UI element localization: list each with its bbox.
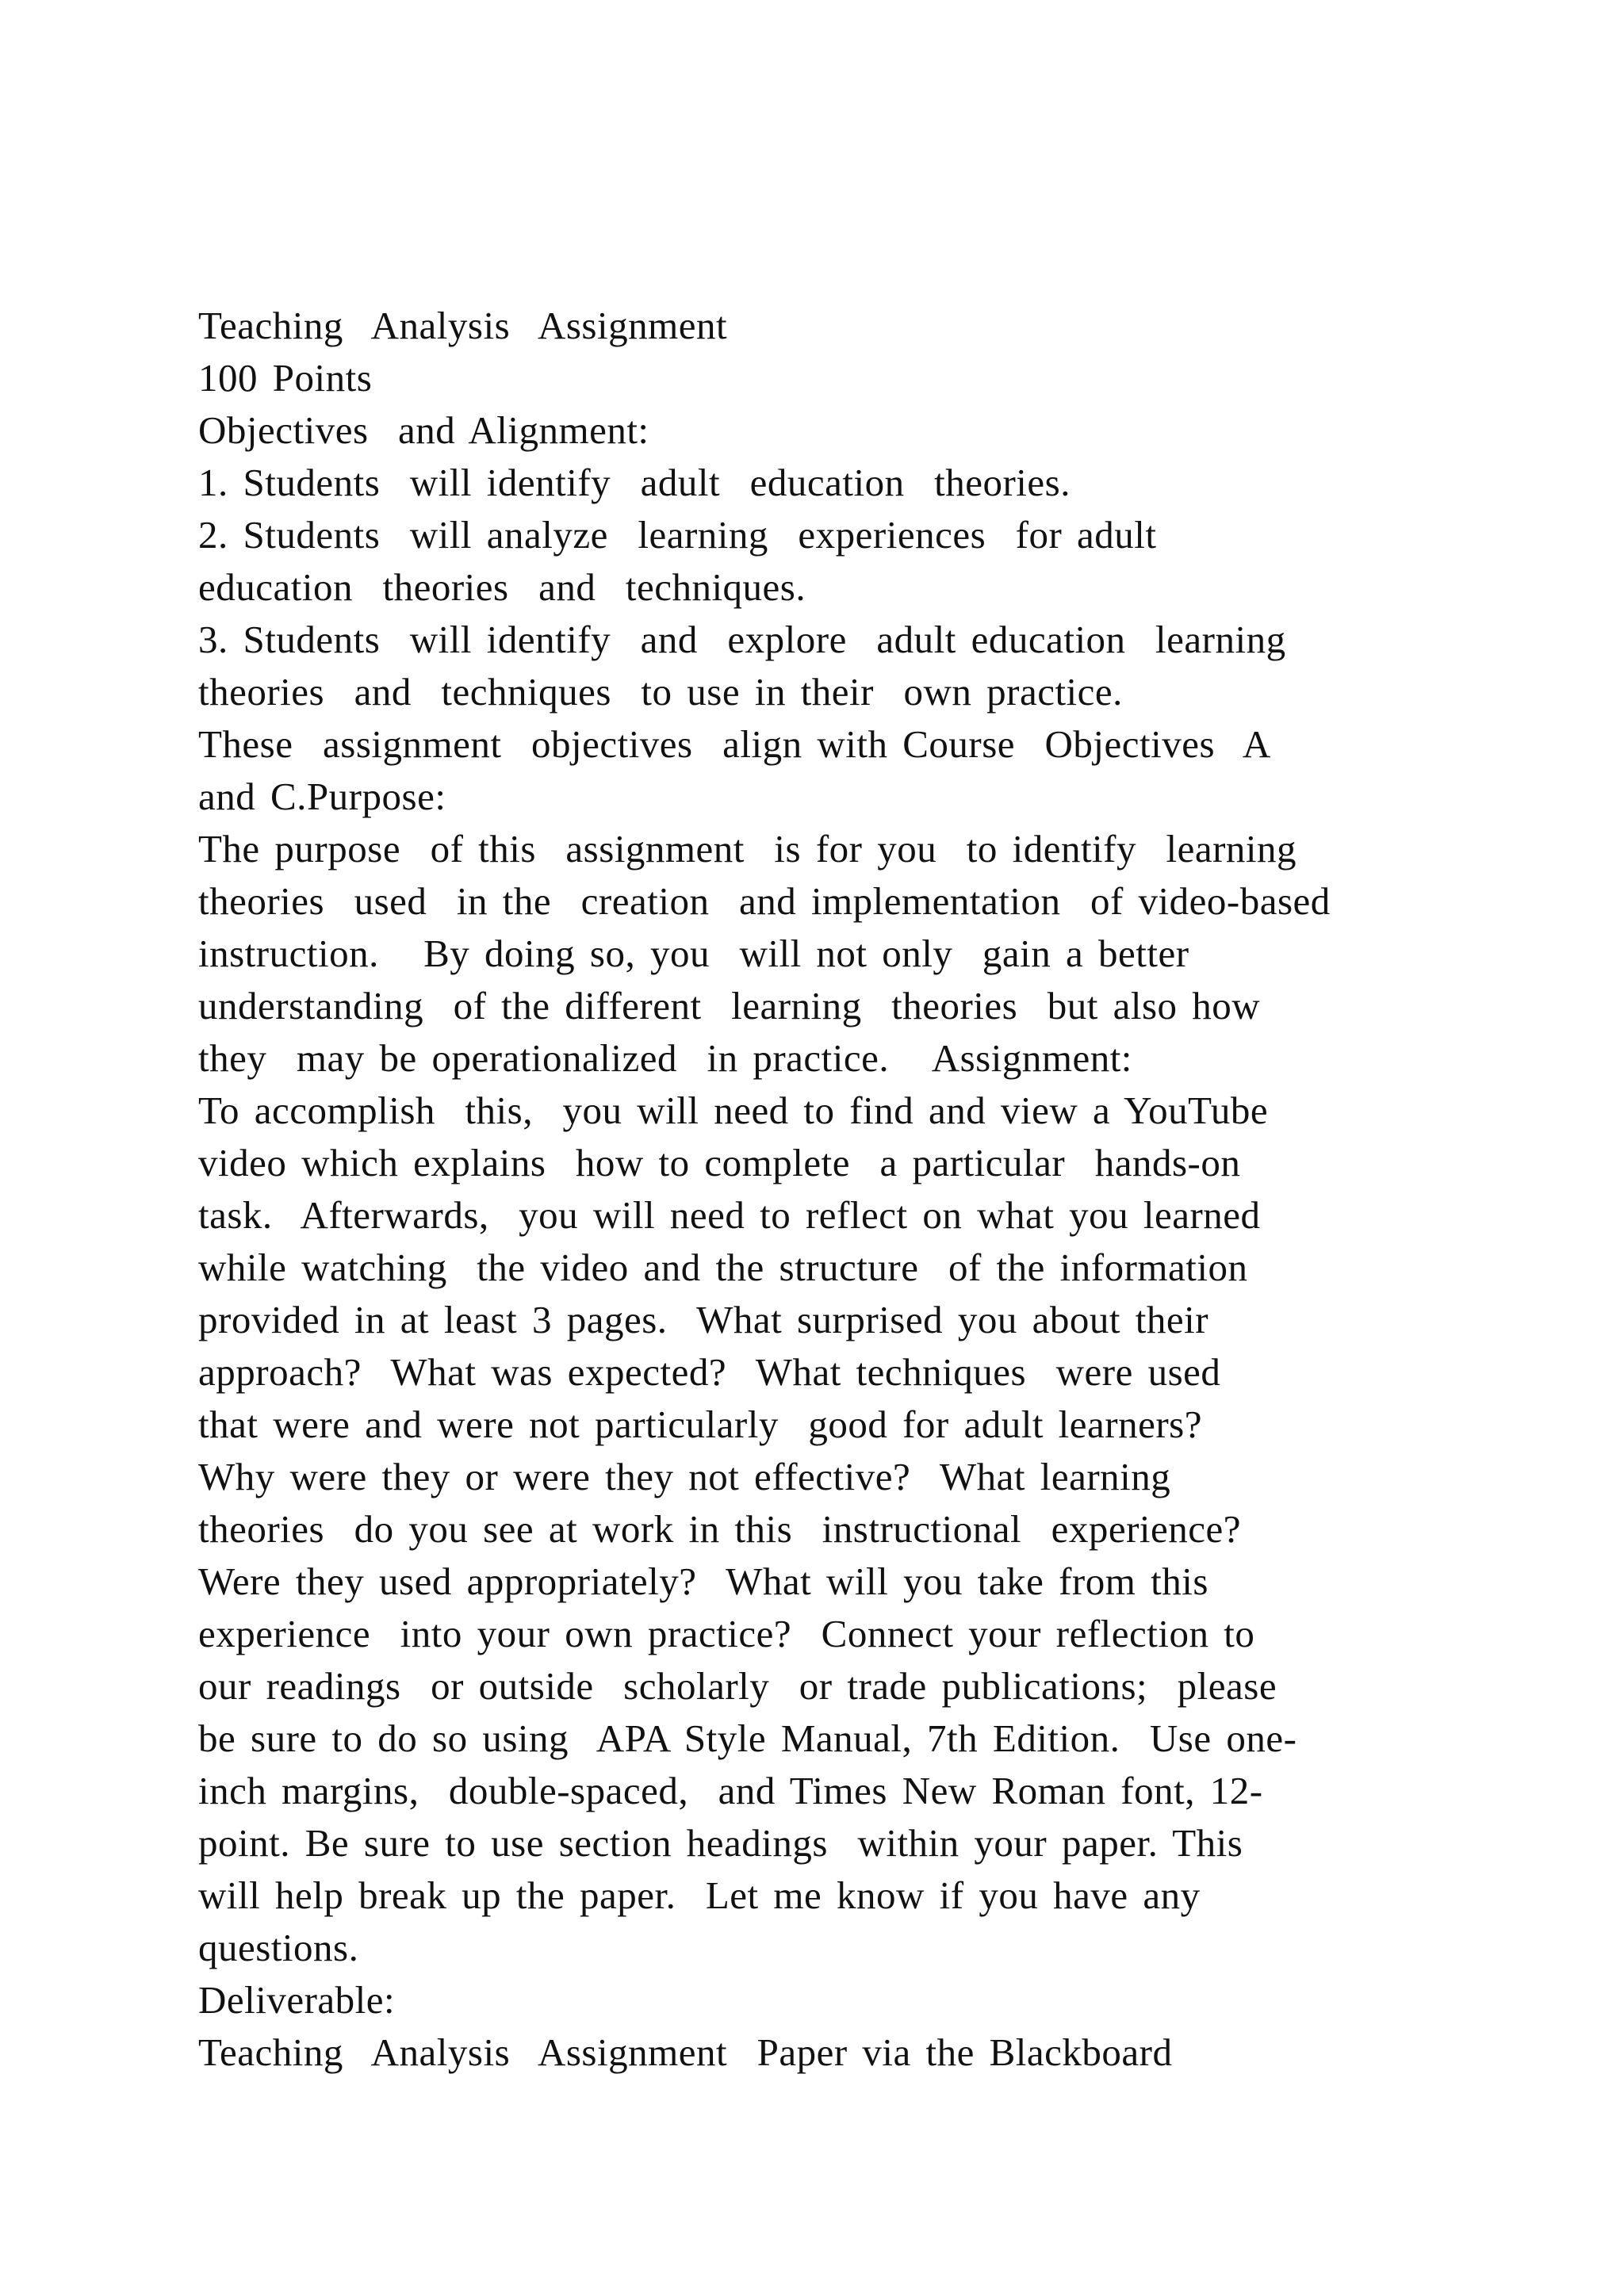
assignment-line-12: our readings or outside scholarly or trade publications; please [198, 1664, 1277, 1708]
assignment-line-9: theories do you see at work in this instructional experience? [198, 1507, 1242, 1551]
assignment-line-5: provided in at least 3 pages. What surprised you about their [198, 1298, 1209, 1341]
purpose-line-1: The purpose of this assignment is for you to identify learning [198, 827, 1297, 871]
assignment-line-3: task. Afterwards, you will need to reflect on what you learned [198, 1193, 1261, 1237]
objective-3-line-1: 3. Students will identify and explore adult education learning [198, 618, 1286, 661]
assignment-text [198, 300, 1546, 2079]
assignment-line-15: point. Be sure to use section headings within your paper. This [198, 1821, 1243, 1865]
objective-2-line-1: 2. Students will analyze learning experiences for adult [198, 513, 1157, 557]
assignment-line-1: To accomplish this, you will need to find and view a YouTube [198, 1089, 1269, 1132]
assignment-line-10: Were they used appropriately? What will you take from this [198, 1559, 1208, 1603]
alignment-line-2: and C.Purpose: [198, 775, 446, 818]
assignment-line-11: experience into your own practice? Connect your reflection to [198, 1612, 1255, 1655]
objective-3-line-2: theories and techniques to use in their own practice. [198, 670, 1123, 714]
objective-2-line-2: education theories and techniques. [198, 565, 806, 609]
assignment-line-13: be sure to do so using APA Style Manual, 7th Edition. Use one- [198, 1716, 1297, 1760]
document-title: Teaching Analysis Assignment [198, 304, 728, 347]
assignment-line-16: will help break up the paper. Let me know if you have any [198, 1873, 1201, 1917]
purpose-line-2: theories used in the creation and implementation of video-based [198, 879, 1331, 923]
deliverable-heading: Deliverable: [198, 1978, 396, 2022]
alignment-line-1: These assignment objectives align with Course Objectives A [198, 722, 1271, 766]
assignment-line-8: Why were they or were they not effective? What learning [198, 1455, 1171, 1498]
objective-1: 1. Students will identify adult education theories. [198, 461, 1071, 504]
points-line: 100 Points [198, 356, 373, 400]
deliverable-line: Teaching Analysis Assignment Paper via the Blackboard [198, 2030, 1173, 2074]
objectives-heading: Objectives and Alignment: [198, 408, 649, 452]
purpose-line-3: instruction. By doing so, you will not only gain a better [198, 932, 1189, 975]
assignment-line-6: approach? What was expected? What techniques were used [198, 1350, 1221, 1394]
purpose-line-5: they may be operationalized in practice. Assignment: [198, 1036, 1132, 1080]
purpose-line-4: understanding of the different learning theories but also how [198, 984, 1261, 1027]
assignment-line-7: that were and were not particularly good for adult learners? [198, 1402, 1202, 1446]
assignment-line-14: inch margins, double-spaced, and Times New Roman font, 12- [198, 1769, 1263, 1812]
assignment-line-17: questions. [198, 1926, 359, 1969]
assignment-line-4: while watching the video and the structure of the information [198, 1246, 1248, 1289]
assignment-line-2: video which explains how to complete a particular hands-on [198, 1141, 1241, 1184]
